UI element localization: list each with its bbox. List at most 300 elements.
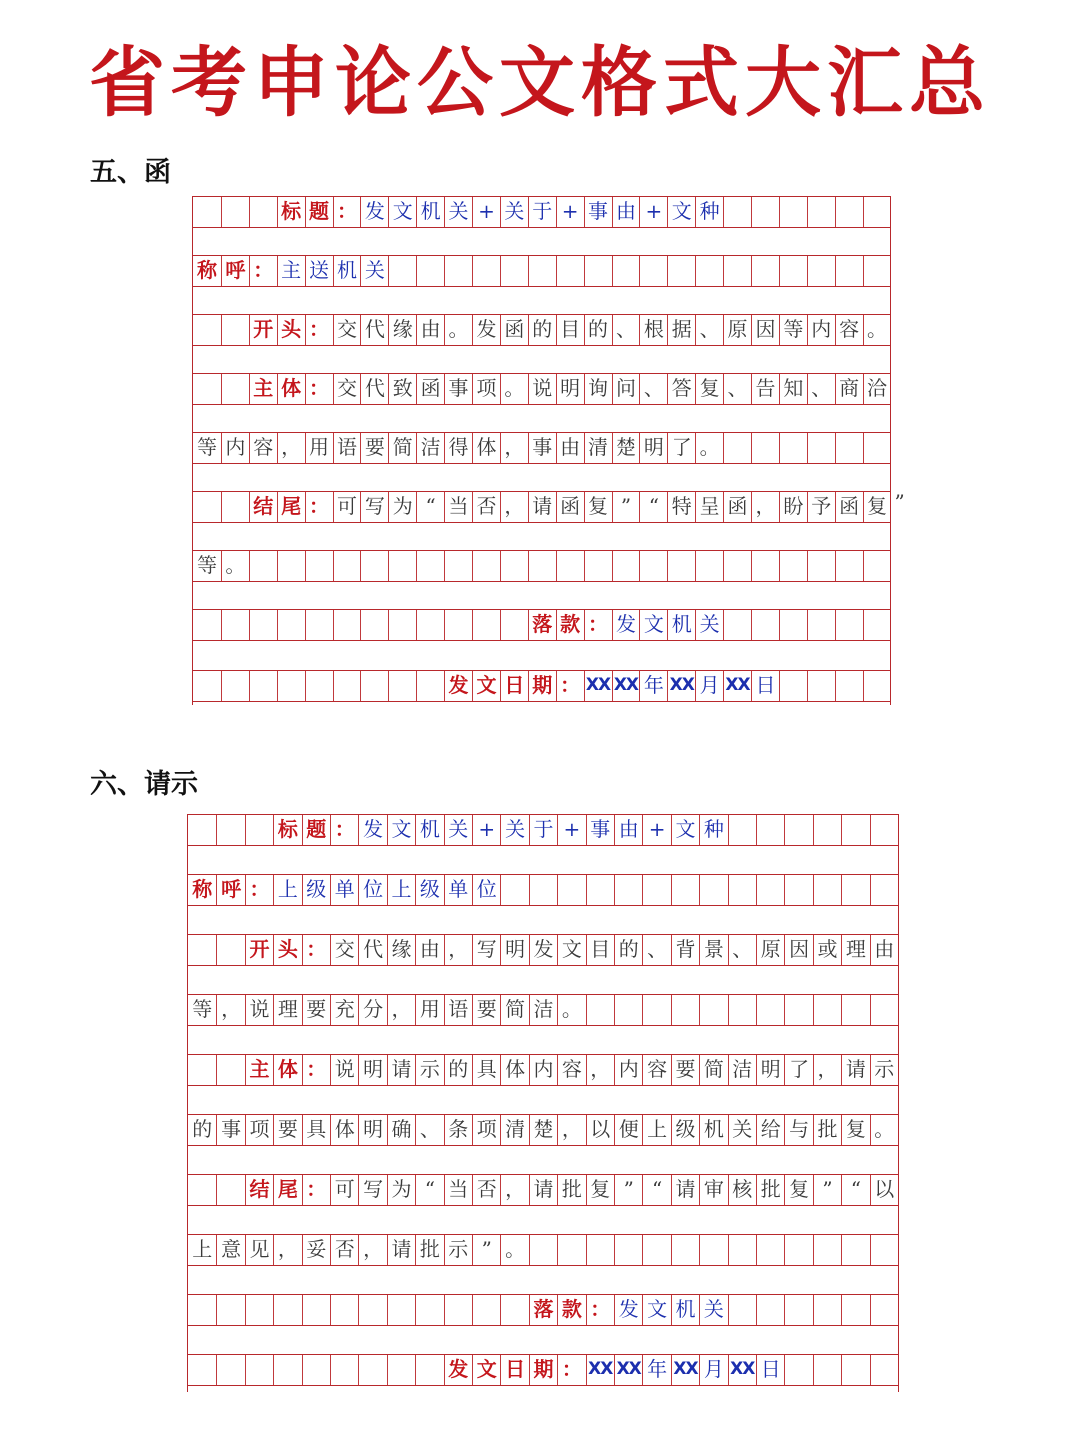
grid-char: 内 [811, 317, 832, 341]
grid-char: 。 [867, 317, 888, 341]
grid-cell [249, 610, 277, 640]
grid-char: 洁 [420, 435, 441, 459]
grid-char: ： [334, 817, 355, 841]
grid-cell [305, 374, 333, 404]
grid-cell [751, 433, 779, 463]
grid-cell [415, 1235, 443, 1265]
grid-char: 的 [532, 317, 553, 341]
grid-cell [416, 551, 444, 581]
grid-cell [779, 197, 807, 227]
grid-char: 主 [249, 1057, 270, 1081]
grid-char: 文 [392, 199, 413, 223]
grid-cell [472, 935, 500, 965]
grid-cell [529, 815, 557, 845]
grid-char: 年 [643, 673, 664, 697]
grid-cell [193, 551, 221, 581]
grid-char: 否 [476, 494, 497, 518]
grid-cell [330, 1115, 358, 1145]
grid-cell [667, 551, 695, 581]
grid-cell [415, 1295, 443, 1325]
grid-cell [614, 875, 642, 905]
grid-cell [528, 551, 556, 581]
grid-char: 的 [192, 1117, 213, 1141]
grid-char: 体 [476, 435, 497, 459]
grid-cell [500, 315, 528, 345]
grid-cell [756, 1175, 784, 1205]
grid-char: 给 [760, 1117, 781, 1141]
grid-row [193, 490, 905, 523]
grid-cell [273, 1235, 301, 1265]
grid-char: 可 [336, 494, 357, 518]
grid-char: 示 [874, 1057, 895, 1081]
grid-cell [444, 256, 472, 286]
grid-cell [387, 1235, 415, 1265]
grid-char: 用 [419, 997, 440, 1021]
grid-cell [305, 197, 333, 227]
grid-cell [245, 875, 273, 905]
grid-cell [699, 1055, 727, 1085]
grid-char: 关 [504, 199, 525, 223]
grid-cell [500, 1355, 528, 1385]
grid-cell [193, 256, 221, 286]
grid-cell [723, 551, 751, 581]
grid-char: 。 [561, 997, 582, 1021]
grid-cell [528, 256, 556, 286]
request-format-grid [187, 814, 899, 1392]
grid-char: 请 [533, 1177, 554, 1201]
grid-cell [188, 815, 216, 845]
grid-cell [807, 671, 835, 701]
grid-cell [444, 551, 472, 581]
grid-cell [699, 935, 727, 965]
grid-cell [277, 197, 305, 227]
grid-cell [358, 1175, 386, 1205]
grid-cell [556, 492, 584, 522]
grid-cell [444, 1175, 472, 1205]
grid-cell [642, 1235, 670, 1265]
grid-cell [699, 1115, 727, 1145]
grid-char: 意 [221, 1237, 242, 1261]
grid-char: 告 [755, 376, 776, 400]
grid-cell [330, 1295, 358, 1325]
grid-char: ， [281, 435, 302, 459]
grid-cell [221, 433, 249, 463]
grid-cell [193, 433, 221, 463]
grid-char: 清 [588, 435, 609, 459]
grid-char: 于 [533, 817, 554, 841]
grid-cell [751, 610, 779, 640]
grid-cell [695, 610, 723, 640]
grid-cell [305, 315, 333, 345]
grid-char: 明 [363, 1057, 384, 1081]
grid-cell [358, 1295, 386, 1325]
grid-cell [870, 935, 898, 965]
grid-cell [728, 995, 756, 1025]
grid-char: 批 [419, 1237, 440, 1261]
grid-char: 等 [196, 435, 217, 459]
grid-cell [639, 610, 667, 640]
grid-cell [557, 1175, 585, 1205]
grid-cell [779, 551, 807, 581]
grid-cell [415, 935, 443, 965]
grid-cell [756, 1115, 784, 1145]
grid-cell [728, 1115, 756, 1145]
grid-char: 原 [760, 937, 781, 961]
grid-char: 标 [277, 817, 298, 841]
grid-char: 上 [277, 877, 298, 901]
grid-char: 月 [699, 673, 720, 697]
grid-char: 文 [476, 673, 497, 697]
grid-cell [388, 433, 416, 463]
grid-cell [614, 935, 642, 965]
grid-cell [728, 935, 756, 965]
grid-char: 由 [618, 817, 639, 841]
grid-cell [528, 433, 556, 463]
grid-cell [835, 256, 863, 286]
grid-cell [728, 815, 756, 845]
grid-cell [444, 935, 472, 965]
grid-cell [415, 1055, 443, 1085]
grid-char: 、 [727, 376, 748, 400]
grid-cell [807, 374, 835, 404]
grid-char: 发 [615, 612, 636, 636]
grid-char: 、 [647, 937, 668, 961]
grid-char: ， [277, 1237, 298, 1261]
grid-cell [472, 433, 500, 463]
grid-cell [416, 492, 444, 522]
grid-row [193, 432, 891, 464]
grid-cell [277, 551, 305, 581]
grid-char: 特 [671, 494, 692, 518]
grid-char: 年 [647, 1357, 668, 1381]
grid-cell [193, 374, 221, 404]
grid-cell [728, 875, 756, 905]
grid-char: 函 [420, 376, 441, 400]
grid-char: 简 [392, 435, 413, 459]
grid-char: 函 [727, 494, 748, 518]
grid-cell [360, 551, 388, 581]
grid-char: 代 [363, 937, 384, 961]
grid-cell [416, 374, 444, 404]
grid-cell [388, 374, 416, 404]
grid-cell [751, 315, 779, 345]
grid-cell [188, 1295, 216, 1325]
grid-char: 答 [671, 376, 692, 400]
grid-cell [500, 995, 528, 1025]
grid-cell [221, 197, 249, 227]
grid-char: 函 [504, 317, 525, 341]
grid-char: 批 [561, 1177, 582, 1201]
grid-char: 示 [448, 1237, 469, 1261]
grid-cell [863, 374, 891, 404]
grid-char: 体 [334, 1117, 355, 1141]
grid-char: 景 [703, 937, 724, 961]
grid-char: 由 [615, 199, 636, 223]
grid-char: 以 [590, 1117, 611, 1141]
grid-cell [273, 935, 301, 965]
grid-cell [500, 1295, 528, 1325]
grid-cell [835, 374, 863, 404]
grid-char: ” [620, 494, 632, 518]
grid-cell [388, 671, 416, 701]
grid-cell [528, 197, 556, 227]
grid-cell [557, 995, 585, 1025]
grid-cell [302, 935, 330, 965]
grid-cell [302, 1055, 330, 1085]
grid-cell [273, 995, 301, 1025]
grid-cell [584, 433, 612, 463]
grid-char: 级 [306, 877, 327, 901]
grid-char: 开 [253, 317, 274, 341]
grid-char: 日 [505, 1357, 526, 1381]
grid-char: 由 [420, 317, 441, 341]
grid-cell [699, 875, 727, 905]
grid-char: 容 [253, 435, 274, 459]
grid-char: 要 [306, 997, 327, 1021]
grid-cell [416, 610, 444, 640]
grid-cell [529, 1295, 557, 1325]
grid-cell [699, 1355, 727, 1385]
grid-char: 送 [309, 258, 330, 282]
grid-cell [193, 671, 221, 701]
grid-cell [870, 1235, 898, 1265]
grid-cell [556, 610, 584, 640]
grid-char: 便 [618, 1117, 639, 1141]
grid-cell [273, 1115, 301, 1145]
grid-cell [612, 374, 640, 404]
grid-char: 容 [647, 1057, 668, 1081]
grid-cell [671, 1355, 699, 1385]
grid-char: 发 [618, 1297, 639, 1321]
grid-cell [841, 815, 869, 845]
grid-char: 单 [448, 877, 469, 901]
grid-cell [784, 1115, 812, 1145]
grid-cell [667, 492, 695, 522]
grid-char: + [563, 817, 581, 841]
grid-char: ， [817, 1057, 838, 1081]
grid-char: 具 [306, 1117, 327, 1141]
grid-cell [415, 1115, 443, 1145]
grid-cell [528, 610, 556, 640]
grid-cell [444, 1235, 472, 1265]
grid-char: 等 [192, 997, 213, 1021]
grid-cell [784, 815, 812, 845]
grid-char: 文 [675, 817, 696, 841]
grid-cell [529, 935, 557, 965]
grid-row [193, 670, 891, 702]
grid-cell [699, 1235, 727, 1265]
grid-row [193, 196, 891, 228]
grid-cell [500, 1115, 528, 1145]
grid-cell [500, 610, 528, 640]
grid-cell [245, 935, 273, 965]
grid-char: 由 [874, 937, 895, 961]
grid-char: 可 [334, 1177, 355, 1201]
grid-char: 款 [561, 1297, 582, 1321]
grid-char: 理 [845, 937, 866, 961]
grid-char: 月 [703, 1357, 724, 1381]
grid-char: XX [585, 675, 611, 695]
grid-cell [784, 1055, 812, 1085]
grid-char: 交 [336, 317, 357, 341]
grid-cell [333, 433, 361, 463]
letter-format-grid [192, 196, 905, 705]
grid-cell [472, 1055, 500, 1085]
grid-char: 确 [391, 1117, 412, 1141]
grid-char: 与 [789, 1117, 810, 1141]
grid-cell [302, 1175, 330, 1205]
grid-cell [584, 551, 612, 581]
grid-cell [756, 1355, 784, 1385]
grid-char: 文 [647, 1297, 668, 1321]
grid-char: ： [590, 1297, 611, 1321]
grid-char: 写 [476, 937, 497, 961]
grid-cell [444, 197, 472, 227]
grid-cell [500, 935, 528, 965]
grid-cell [305, 610, 333, 640]
grid-cell [667, 256, 695, 286]
grid-char: 呈 [699, 494, 720, 518]
grid-char: 否 [476, 1177, 497, 1201]
grid-char: 机 [420, 199, 441, 223]
grid-cell [387, 1175, 415, 1205]
grid-char: 项 [249, 1117, 270, 1141]
grid-cell [188, 935, 216, 965]
grid-cell [216, 1115, 244, 1145]
grid-cell [642, 995, 670, 1025]
grid-cell [807, 256, 835, 286]
grid-cell [245, 1115, 273, 1145]
grid-cell [813, 815, 841, 845]
grid-cell [813, 1115, 841, 1145]
grid-cell [863, 610, 891, 640]
grid-cell [416, 433, 444, 463]
grid-row [188, 874, 898, 906]
grid-cell [416, 256, 444, 286]
grid-cell [695, 433, 723, 463]
grid-cell [639, 256, 667, 286]
grid-cell [444, 671, 472, 701]
grid-cell [277, 256, 305, 286]
grid-cell [277, 671, 305, 701]
grid-cell [751, 492, 779, 522]
grid-cell [387, 815, 415, 845]
grid-char: 称 [192, 877, 213, 901]
grid-char: 盼 [783, 494, 804, 518]
grid-char: 复 [590, 1177, 611, 1201]
grid-char: “ [651, 1177, 663, 1201]
grid-cell [333, 551, 361, 581]
grid-char: ： [249, 877, 270, 901]
grid-cell [330, 995, 358, 1025]
grid-cell [333, 197, 361, 227]
grid-char: 代 [364, 376, 385, 400]
grid-cell [415, 815, 443, 845]
grid-cell [835, 671, 863, 701]
grid-cell [557, 1235, 585, 1265]
grid-cell [841, 875, 869, 905]
grid-cell [723, 610, 751, 640]
grid-char: 发 [448, 673, 469, 697]
grid-cell [387, 1055, 415, 1085]
grid-char: ， [448, 937, 469, 961]
grid-cell [273, 875, 301, 905]
grid-char: 为 [392, 494, 413, 518]
grid-cell [529, 875, 557, 905]
grid-char: 头 [277, 937, 298, 961]
grid-char: 等 [196, 553, 217, 577]
grid-char: 种 [703, 817, 724, 841]
grid-cell [444, 374, 472, 404]
grid-char: 级 [419, 877, 440, 901]
grid-cell [556, 551, 584, 581]
grid-cell [584, 315, 612, 345]
grid-char: 尾 [281, 494, 302, 518]
grid-char: 请 [675, 1177, 696, 1201]
grid-cell [614, 815, 642, 845]
grid-cell [216, 1295, 244, 1325]
grid-cell [358, 995, 386, 1025]
grid-cell [415, 1175, 443, 1205]
grid-char: 妥 [306, 1237, 327, 1261]
grid-cell [249, 671, 277, 701]
grid-cell [639, 433, 667, 463]
grid-cell [416, 197, 444, 227]
grid-cell [756, 1295, 784, 1325]
grid-cell [193, 492, 221, 522]
grid-char: 写 [364, 494, 385, 518]
grid-cell [500, 875, 528, 905]
grid-cell [751, 256, 779, 286]
grid-char: 当 [448, 1177, 469, 1201]
grid-cell [273, 815, 301, 845]
grid-cell [557, 815, 585, 845]
grid-char: 机 [703, 1117, 724, 1141]
grid-cell [863, 671, 891, 701]
grid-char: ： [253, 258, 274, 282]
grid-cell [330, 875, 358, 905]
grid-cell [807, 610, 835, 640]
grid-cell [695, 315, 723, 345]
grid-cell [529, 1235, 557, 1265]
grid-cell [388, 197, 416, 227]
grid-cell [612, 315, 640, 345]
grid-cell [302, 815, 330, 845]
grid-char: 复 [699, 376, 720, 400]
grid-cell [387, 1115, 415, 1145]
grid-char: 理 [277, 997, 298, 1021]
grid-char: 开 [249, 937, 270, 961]
grid-cell [529, 995, 557, 1025]
grid-cell [360, 197, 388, 227]
grid-cell [333, 374, 361, 404]
grid-cell [472, 197, 500, 227]
grid-cell [612, 433, 640, 463]
grid-char: 。 [699, 435, 720, 459]
grid-char: 文 [643, 612, 664, 636]
grid-cell [216, 995, 244, 1025]
grid-cell [193, 610, 221, 640]
grid-cell [249, 315, 277, 345]
grid-cell [586, 1175, 614, 1205]
grid-cell [807, 433, 835, 463]
grid-char: 商 [839, 376, 860, 400]
grid-char: “ [425, 494, 436, 518]
grid-cell [277, 433, 305, 463]
grid-cell [302, 1235, 330, 1265]
grid-char: 、 [643, 376, 664, 400]
grid-char: 事 [448, 376, 469, 400]
